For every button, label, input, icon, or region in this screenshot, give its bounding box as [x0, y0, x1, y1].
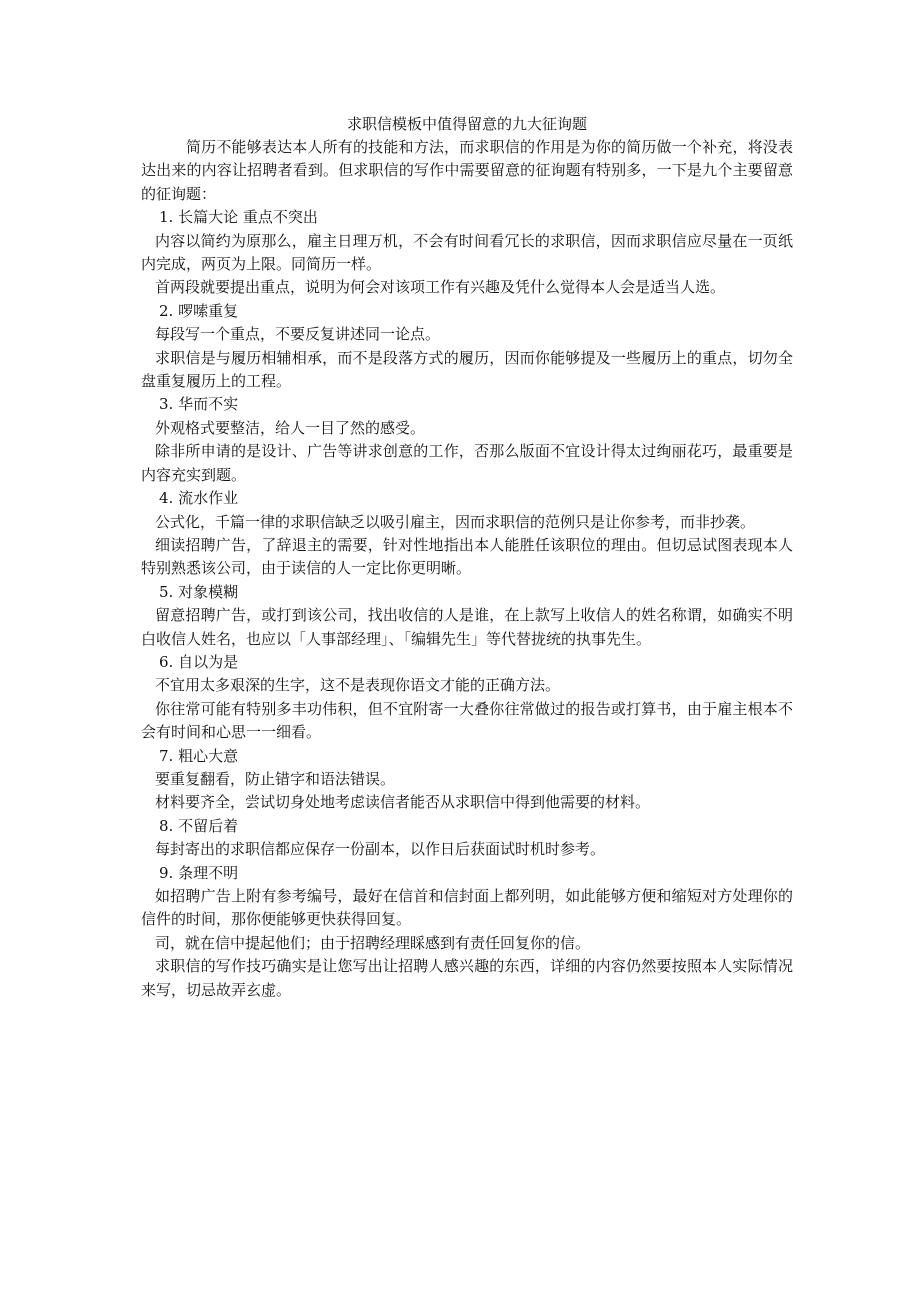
section-7-paragraph-1: 要重复翻看，防止错字和语法错误。	[155, 769, 396, 788]
section-3-paragraph-1: 外观格式要整洁，给人一目了然的感受。	[155, 418, 426, 437]
section-6-paragraph-2: 你往常可能有特别多丰功伟积，但不宜附寄一大叠你往常做过的报告或打算书，由于雇主根本不会有时间和心思一一细看。	[141, 699, 793, 742]
section-heading-6: 6. 自以为是	[159, 652, 239, 671]
section-heading-7: 7. 粗心大意	[159, 746, 239, 765]
section-4-paragraph-2: 细读招聘广告，了辞退主的需要，针对性地指出本人能胜任该职位的理由。但切忌试图表现本人特别熟悉该公司，由于读信的人一定比你更明晰。	[141, 535, 793, 578]
section-9-paragraph-2: 司，就在信中提起他们；由于招聘经理睬感到有责任回复你的信。	[155, 933, 591, 952]
section-heading-5: 5. 对象模糊	[159, 582, 239, 601]
closing-paragraph: 求职信的写作技巧确实是让您写出让招聘人感兴趣的东西，详细的内容仍然要按照本人实际情况来写，切忌故弄玄虚。	[141, 957, 793, 999]
section-heading-4: 4. 流水作业	[159, 489, 239, 508]
section-heading-1: 1. 长篇大论 重点不突出	[159, 208, 318, 227]
section-1-paragraph-1: 内容以简约为原那么，雇主日理万机，不会有时间看冗长的求职信，因而求职信应尽量在一页纸内完成，两页为上限。同简历一样。	[141, 231, 793, 274]
section-3-paragraph-2: 除非所申请的是设计、广告等讲求创意的工作，否那么版面不宜设计得太过绚丽花巧，最重要是内容充实到题。	[141, 442, 793, 484]
section-8-paragraph-1: 每封寄出的求职信都应保存一份副本，以作日后获面试时机时参考。	[155, 840, 606, 859]
section-6-paragraph-1: 不宜用太多艰深的生字，这不是表现你语文才能的正确方法。	[155, 676, 561, 695]
section-7-paragraph-2: 材料要齐全，尝试切身处地考虑读信者能否从求职信中得到他需要的材料。	[155, 793, 651, 812]
document-page	[141, 112, 793, 1002]
section-heading-8: 8. 不留后着	[159, 816, 239, 835]
section-5-paragraph-1: 留意招聘广告，或打到该公司，找出收信的人是谁，在上款写上收信人的姓名称谓，如确实不明白收信人姓名，也应以「人事部经理」、「编辑先生」等代替拢统的执事先生。	[141, 606, 793, 648]
section-heading-9: 9. 条理不明	[159, 863, 239, 882]
document-body	[141, 136, 793, 1002]
section-9-paragraph-1: 如招聘广告上附有参考编号，最好在信首和信封面上都列明，如此能够方便和缩短对方处理你的信件的时间，那你便能够更快获得回复。	[141, 887, 793, 929]
document-title: 求职信模板中值得留意的九大征询题	[346, 115, 587, 133]
section-1-paragraph-2: 首两段就要提出重点，说明为何会对该项工作有兴趣及凭什么觉得本人会是适当人选。	[155, 278, 726, 297]
intro-paragraph: 简历不能够表达本人所有的技能和方法，而求职信的作用是为你的简历做一个补充，将没表达出来的内容让招聘者看到。但求职信的写作中需要留意的征询题有特别多，一下是九个主要留意的征询题：	[141, 138, 793, 203]
section-2-paragraph-2: 求职信是与履历相辅相承，而不是段落方式的履历，因而你能够提及一些履历上的重点，切勿全盘重复履历上的工程。	[141, 348, 793, 391]
section-4-paragraph-1: 公式化，千篇一律的求职信缺乏以吸引雇主，因而求职信的范例只是让你参考，而非抄袭。	[155, 512, 756, 531]
section-2-paragraph-1: 每段写一个重点，不要反复讲述同一论点。	[155, 325, 441, 344]
section-heading-2: 2. 啰嗦重复	[159, 301, 239, 320]
section-heading-3: 3. 华而不实	[159, 395, 239, 414]
